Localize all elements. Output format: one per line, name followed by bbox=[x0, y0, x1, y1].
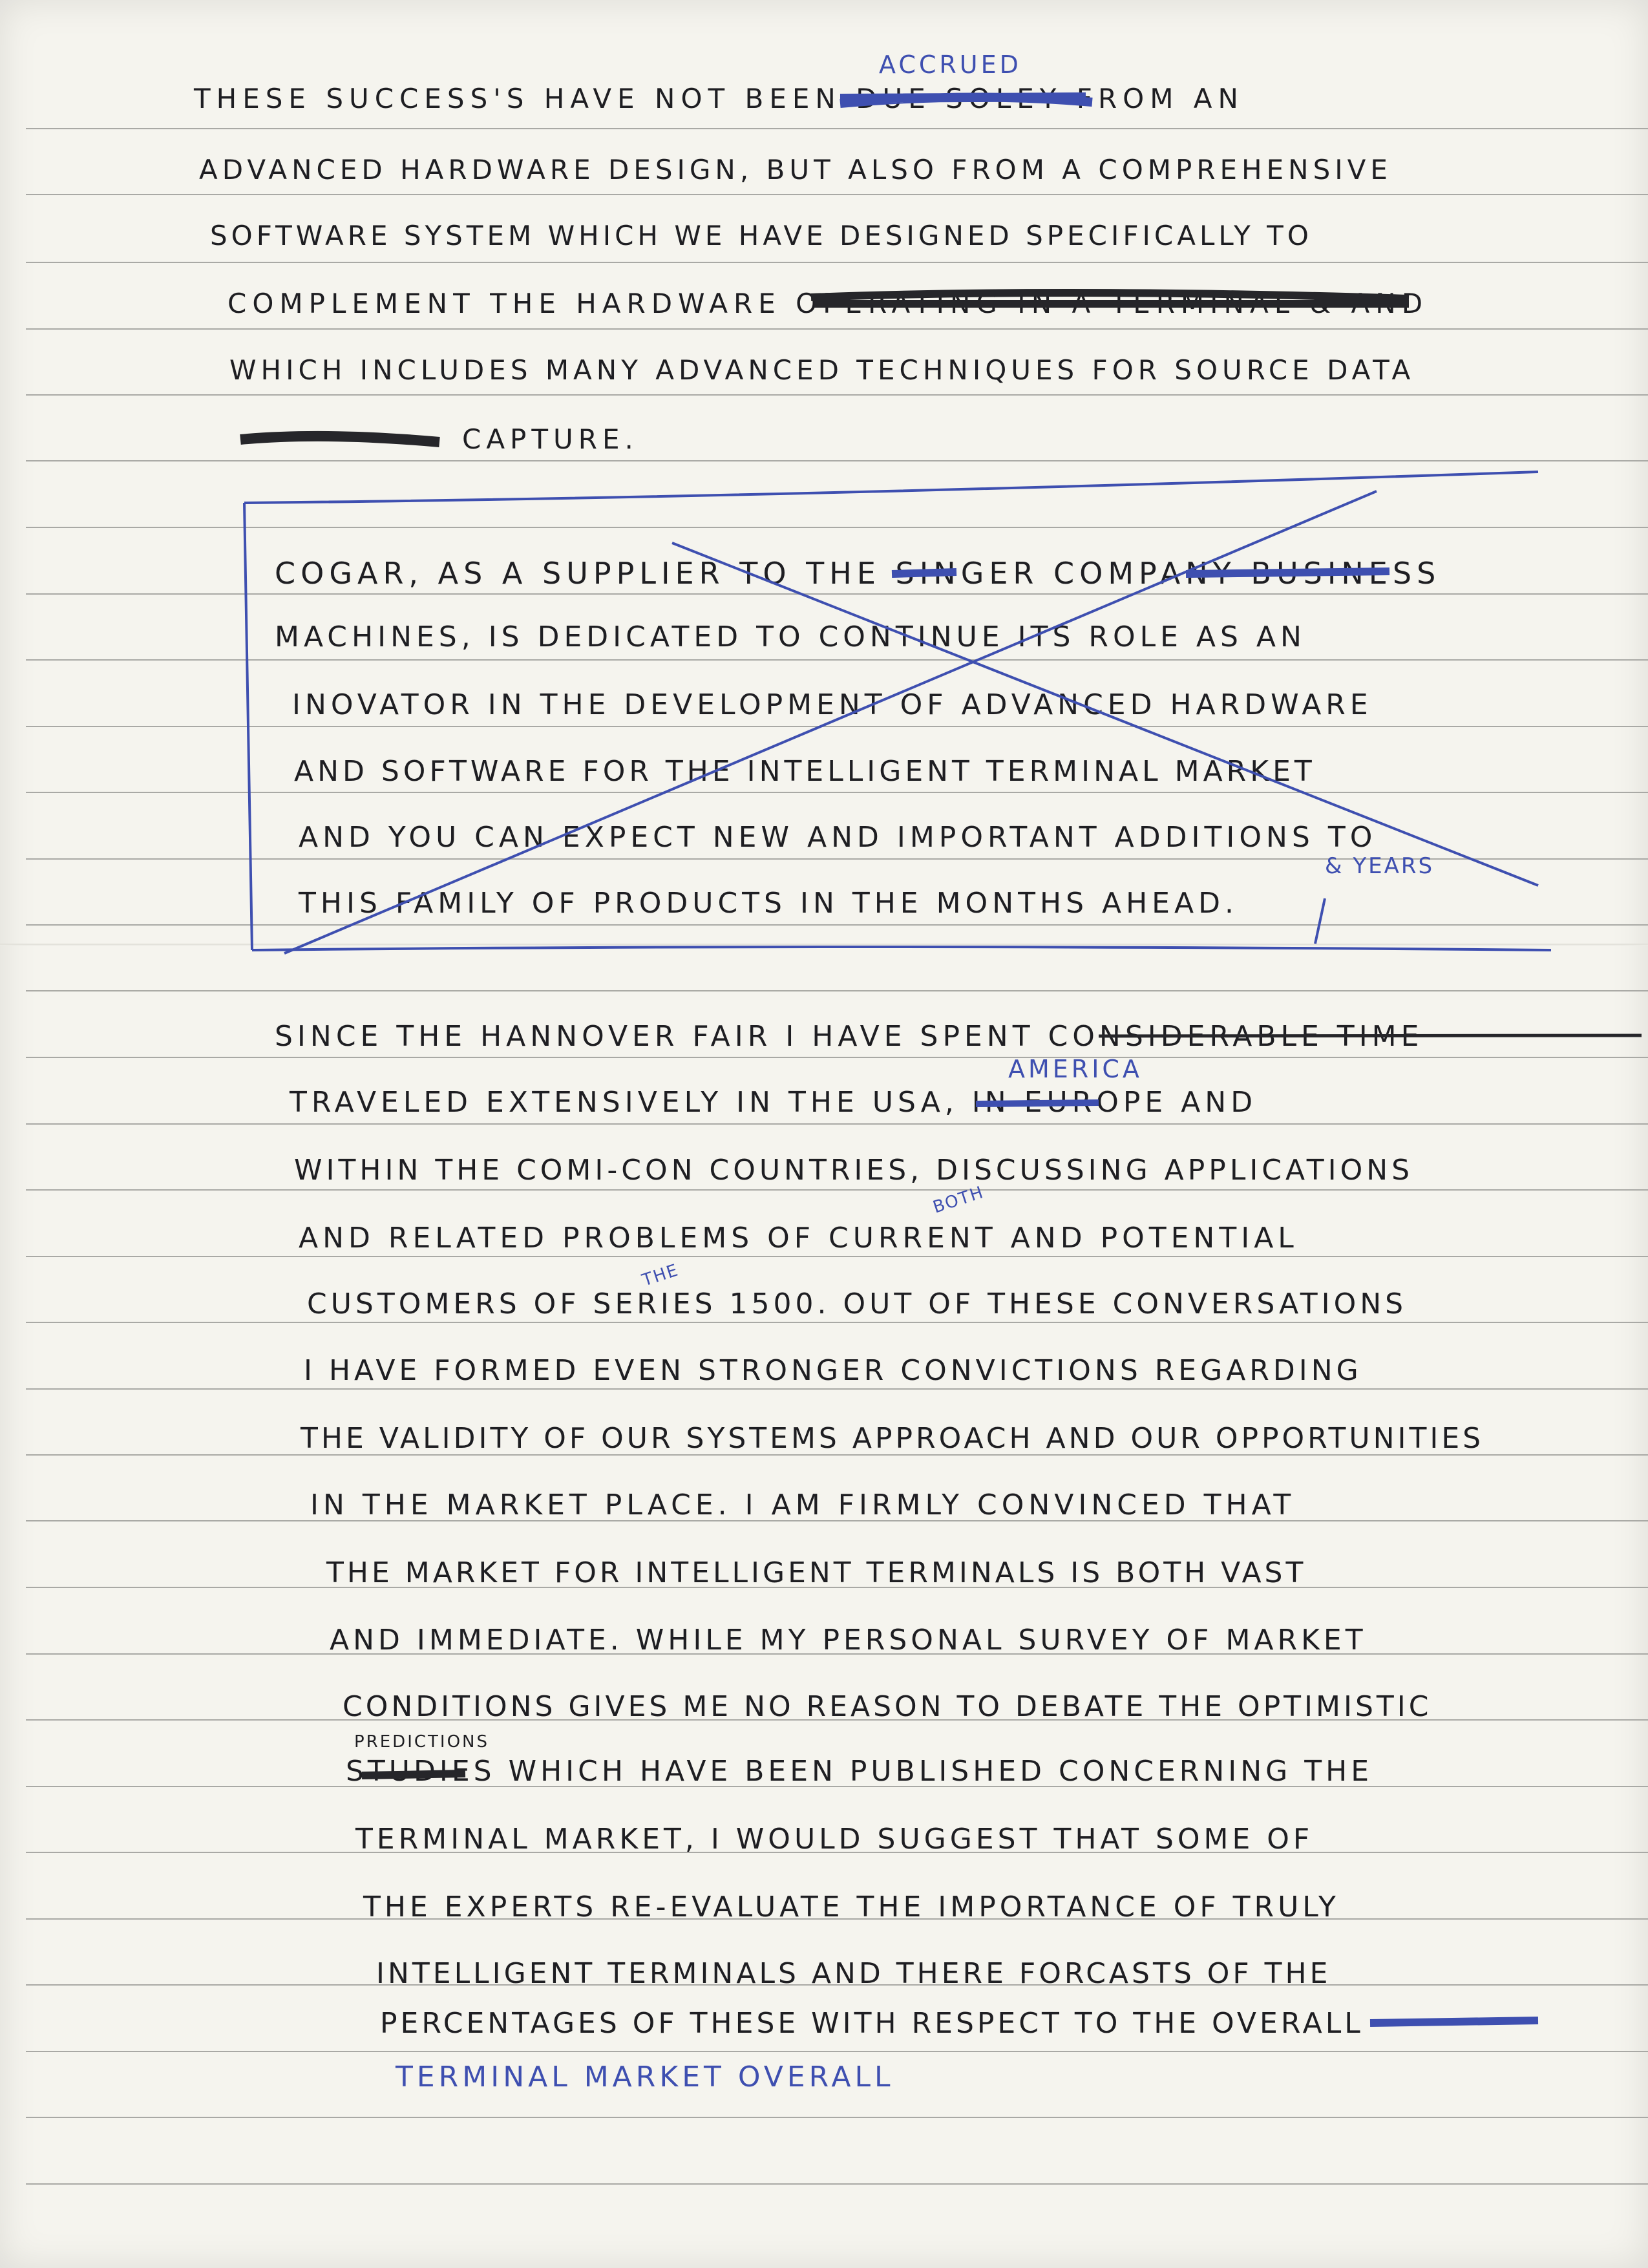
paragraph2-line: WITHIN THE COMI-CON COUNTRIES, DISCUSSING APPLICATIONS bbox=[294, 1154, 1414, 1187]
strike-been-due bbox=[840, 97, 1092, 103]
paragraph1-line: SOFTWARE SYSTEM WHICH WE HAVE DESIGNED SPECIFICALLY TO bbox=[210, 220, 1313, 251]
paragraph2-line: AND RELATED PROBLEMS OF CURRENT AND POTENTIAL bbox=[299, 1222, 1298, 1255]
paragraph2-line: CUSTOMERS OF SERIES 1500. OUT OF THESE CONVERSATIONS bbox=[307, 1288, 1408, 1320]
paragraph2-line: THE VALIDITY OF OUR SYSTEMS APPROACH AND OUR OPPORTUNITIES bbox=[301, 1422, 1484, 1455]
cross-line-a bbox=[284, 491, 1377, 953]
paragraph2-line: CONDITIONS GIVES ME NO REASON TO DEBATE THE OPTIMISTIC bbox=[343, 1690, 1432, 1723]
paragraph2-line: PERCENTAGES OF THESE WITH RESPECT TO THE OVERALL bbox=[380, 2007, 1364, 2040]
paragraph2-line: SINCE THE HANNOVER FAIR I HAVE SPENT CONSIDERABLE TIME bbox=[275, 1020, 1424, 1053]
insertion-america: AMERICA bbox=[1008, 1055, 1143, 1083]
paragraph1-line: CAPTURE. bbox=[462, 423, 639, 455]
paragraph2-line: IN THE MARKET PLACE. I AM FIRMLY CONVINCED THAT bbox=[310, 1489, 1296, 1521]
insertion-both: BOTH bbox=[931, 1182, 987, 1218]
box-outline bbox=[244, 472, 1551, 950]
paragraph2-line: INTELLIGENT TERMINALS AND THERE FORCASTS OF THE bbox=[376, 1957, 1331, 1990]
paragraph2-line: STUDIES WHICH HAVE BEEN PUBLISHED CONCERNING THE bbox=[346, 1755, 1373, 1788]
crossed-paragraph-line: MACHINES, IS DEDICATED TO CONTINUE ITS ROLE AS AN bbox=[275, 620, 1306, 653]
paragraph2-line: TRAVELED EXTENSIVELY IN THE USA, IN EUROPE AND bbox=[290, 1086, 1258, 1119]
crossed-paragraph-line: INOVATOR IN THE DEVELOPMENT OF ADVANCED HARDWARE bbox=[292, 688, 1373, 721]
paragraph1-line: ADVANCED HARDWARE DESIGN, BUT ALSO FROM A COMPREHENSIVE bbox=[199, 154, 1392, 185]
paragraph2-line: THE MARKET FOR INTELLIGENT TERMINALS IS BOTH VAST bbox=[326, 1556, 1307, 1589]
strike-spent-considerable bbox=[1099, 1035, 1642, 1036]
crossed-paragraph-line: THIS FAMILY OF PRODUCTS IN THE MONTHS AHEAD. bbox=[299, 887, 1238, 920]
insertion-the: THE bbox=[640, 1260, 682, 1291]
paragraph1-line: WHICH INCLUDES MANY ADVANCED TECHNIQUES FOR SOURCE DATA bbox=[229, 354, 1415, 386]
strike-the bbox=[976, 1103, 1099, 1104]
paragraph2-line: TERMINAL MARKET, I WOULD SUGGEST THAT SOME OF bbox=[355, 1823, 1314, 1856]
strike-studies bbox=[362, 1774, 465, 1775]
insertion-caret bbox=[1315, 898, 1325, 944]
strike-operating bbox=[811, 293, 1409, 304]
crossed-paragraph-line: AND YOU CAN EXPECT NEW AND IMPORTANT ADDITIONS TO bbox=[299, 821, 1377, 854]
paragraph2-line: I HAVE FORMED EVEN STRONGER CONVICTIONS REGARDING bbox=[304, 1354, 1362, 1387]
crossed-paragraph-line: AND SOFTWARE FOR THE INTELLIGENT TERMINAL MARKET bbox=[294, 755, 1316, 788]
strike-the-company bbox=[892, 571, 1389, 574]
insertion-accrued: ACCRUED bbox=[879, 50, 1022, 79]
paragraph2-line: AND IMMEDIATE. WHILE MY PERSONAL SURVEY OF MARKET bbox=[330, 1624, 1367, 1657]
crossed-paragraph-line: COGAR, AS A SUPPLIER TO THE SINGER COMPANY BUSINESS bbox=[275, 556, 1441, 591]
paragraph2-line: THE EXPERTS RE-EVALUATE THE IMPORTANCE OF TRULY bbox=[363, 1891, 1340, 1924]
strike-capture-first bbox=[240, 436, 439, 442]
cross-line-b bbox=[672, 543, 1538, 885]
strike-overall bbox=[1370, 2020, 1538, 2023]
paragraph1-line: COMPLEMENT THE HARDWARE OPERATING IN A TERMINAL & AND bbox=[227, 288, 1429, 319]
paragraph1-line: THESE SUCCESS'S HAVE NOT BEEN DUE SOLEY FROM AN bbox=[194, 83, 1244, 114]
insertion-predictions: PREDICTIONS bbox=[354, 1732, 489, 1752]
insertion-and-years: & YEARS bbox=[1325, 853, 1435, 879]
paragraph2-line-blue: TERMINAL MARKET OVERALL bbox=[396, 2061, 894, 2093]
